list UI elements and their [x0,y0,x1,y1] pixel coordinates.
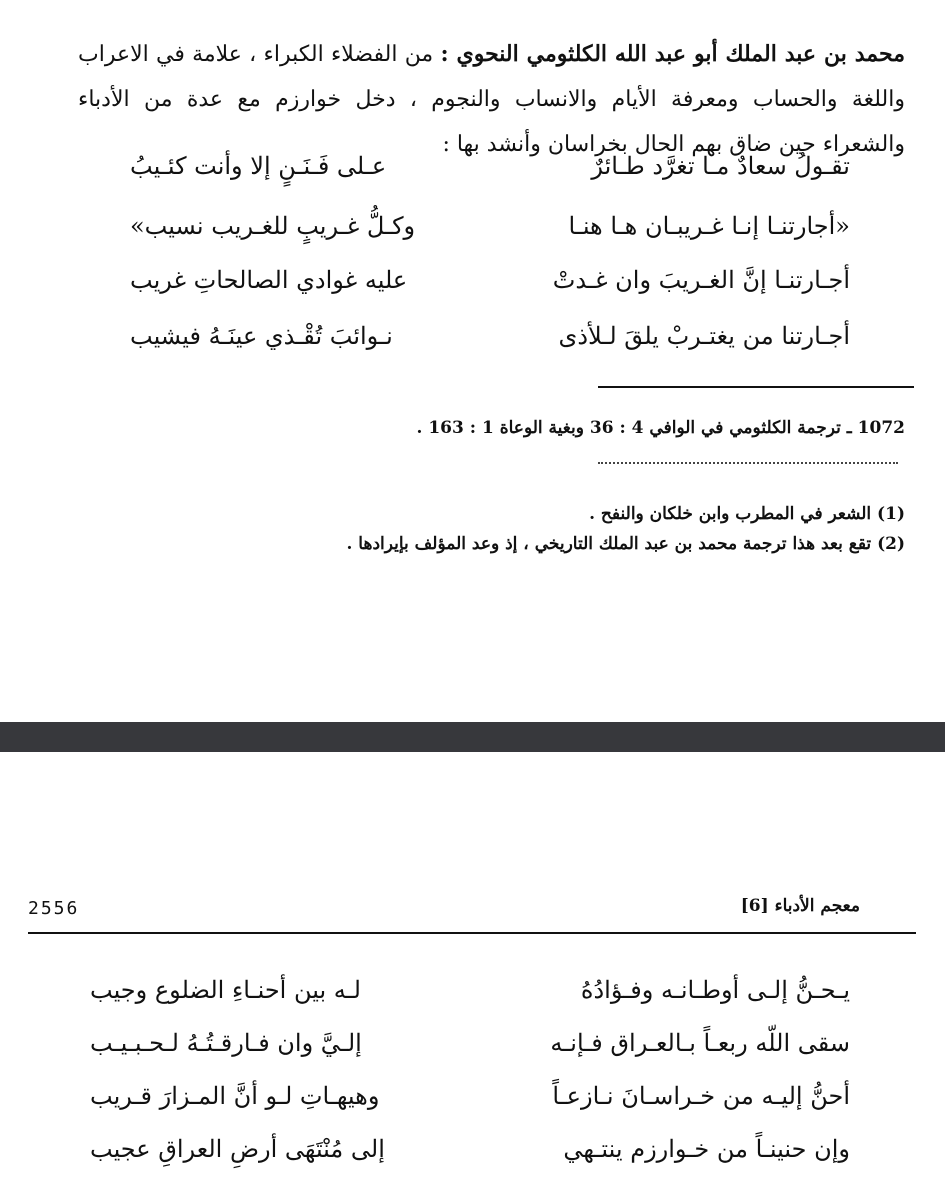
verse-line [130,152,850,192]
biography-paragraph [78,32,905,167]
running-head: معجم الأدباء [6] [740,896,860,916]
biography-heading: محمد بن عبد الملك أبو عبد الله الكلثومي النحوي : [440,41,905,67]
verse-second-hemistich: نـوائبَ تُقْـذي عينَـهُ فيشيب [130,322,393,350]
page-divider [0,722,945,752]
verse-first-hemistich: «أجارتنـا إنـا غـريبـان هـا هنـا [568,212,850,240]
verse-line [130,266,850,306]
verse-first-hemistich: يـحـنُّ إلـى أوطـانـه وفـؤادُهُ [580,976,850,1004]
verse-line [130,322,850,362]
dotted-separator [598,462,898,464]
verse-line [90,1029,850,1069]
verse-first-hemistich: وإن حنينـاً من خـوارزم ينتـهي [563,1135,850,1163]
verse-first-hemistich: أجـارتنـا إنَّ الغـريبَ وان غـدتْ [552,266,850,294]
verse-line [90,1135,850,1175]
verse-second-hemistich: وهيهـاتِ لـو أنَّ المـزارَ قـريب [90,1082,380,1110]
verse-first-hemistich: أجـارتنا من يغتـربْ يلقَ لـلأذى [558,322,850,350]
verse-second-hemistich: إلى مُنْتَهَى أرضِ العراقِ عجيب [90,1135,385,1163]
footnote-1: (1) الشعر في المطرب وابن خلكان والنفح . [589,504,905,524]
verse-first-hemistich: تقـولُ سعادٌ مـا تغرَّد طـائرٌ [591,152,850,180]
verse-second-hemistich: وكـلُّ غـريبٍ للغـريب نسيب» [130,212,416,240]
footnote-rule [598,386,914,388]
header-rule [28,932,916,934]
verse-line [90,976,850,1016]
verse-first-hemistich: أحنُّ إليـه من خـراسـانَ نـازعـاً [552,1082,850,1110]
verse-line [90,1082,850,1122]
verse-line [130,212,850,252]
verse-second-hemistich: إلـيَّ وان فـارقـتُـهُ لـحـبـيـب [90,1029,362,1057]
verse-second-hemistich: عليه غوادي الصالحاتِ غريب [130,266,408,294]
bottom-page [0,752,945,1200]
verse-second-hemistich: لـه بين أحنـاءِ الضلوع وجيب [90,976,361,1004]
verse-second-hemistich: عـلى فَـنَـنٍ إلا وأنت كئـيبُ [130,152,387,180]
source-note: 1072 ـ ترجمة الكلثومي في الوافي 4 : 36 وبغية الوعاة 1 : 163 . [416,418,905,438]
biography-body: من الفضلاء الكبراء ، علامة في الاعراب واللغة والحساب ومعرفة الأيام والانساب والنجوم ، دخل خوارزم مع عدة من الأدباء والشعراء حين ضاق بهم الحال بخراسان وأنشد بها : [78,42,905,157]
footnote-2: (2) تقع بعد هذا ترجمة محمد بن عبد الملك التاريخي ، إذ وعد المؤلف بإيرادها . [346,534,905,554]
verse-first-hemistich: سقى اللّه ربعـاً بـالعـراق فـإنـه [550,1029,850,1057]
page-number: 2556 [28,898,80,919]
